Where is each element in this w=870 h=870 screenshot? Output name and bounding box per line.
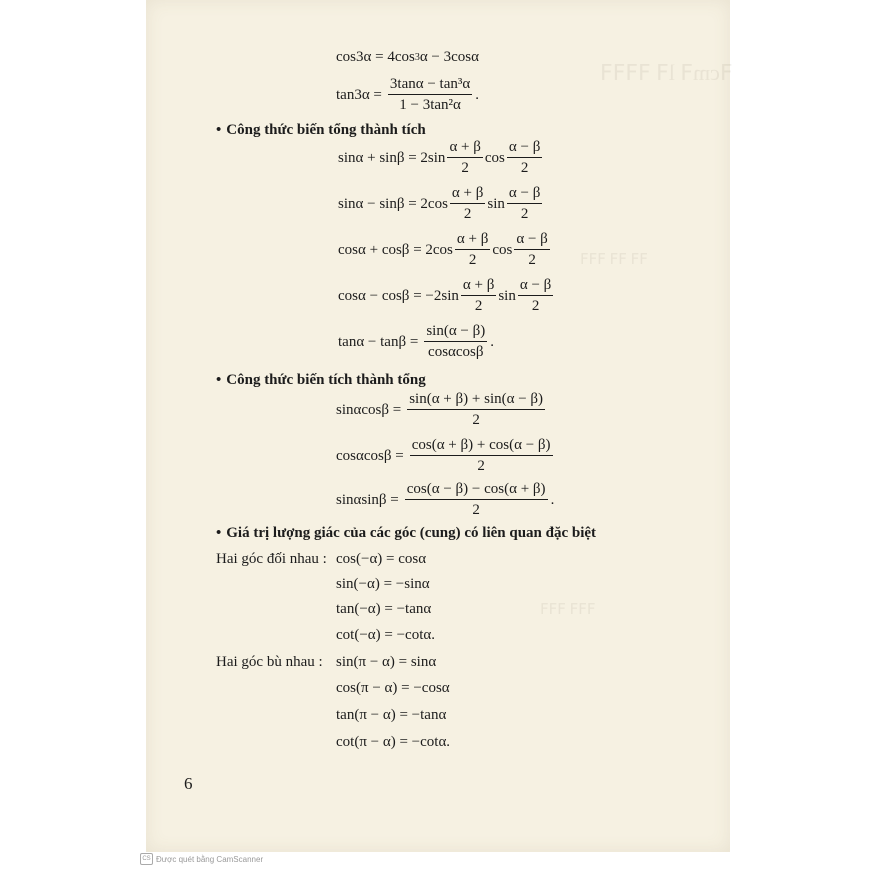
formula-cos-minus-cos: cosα − cosβ = −2sin $\frac{\alpha + \beta}{2}$ sin $\frac{\alpha - \beta}{2}$ xyxy=(338,277,552,314)
section-heading-product-to-sum: • Công thức biến tích thành tổng xyxy=(216,372,426,388)
formula-sin-plus-sin: sinα + sinβ = 2sin $\frac{\alpha + \beta}{2}$ cos $\frac{\alpha - \beta}{2}$ xyxy=(338,139,541,176)
opposite-angle-formula: tan(−α) = −tanα xyxy=(336,601,432,617)
opposite-angles-label: Hai góc đối nhau : xyxy=(216,551,327,567)
formula-tan-minus-tan: tanα − tanβ = $\frac{\sin(\alpha - \beta)}{\cos\alpha\cos\beta}$ . xyxy=(338,323,495,360)
supplementary-angle-formula: cot(π − α) = −cotα. xyxy=(336,734,451,750)
bleed-through-text: ꟻꟻ ꟻꟻ ꟻꟻꟻ xyxy=(580,252,648,268)
formula-sin-sin-product: sinαsinβ = $\frac{\cos(\alpha - \beta) - \cos(\alpha + \beta)}{2}$ . xyxy=(336,481,555,518)
opposite-angle-formula: cos(−α) = cosα xyxy=(336,551,427,567)
bleed-through-text: ꟻcmꟻ lꟻ ꟻꟻꟻꟻ xyxy=(600,60,733,85)
page-number: 6 xyxy=(184,774,193,793)
supplementary-angles-label: Hai góc bù nhau : xyxy=(216,654,323,670)
camscanner-logo-icon: CS xyxy=(140,853,153,865)
section-heading-special-angles: • Giá trị lượng giác của các góc (cung) có liên quan đặc biệt xyxy=(216,525,597,541)
section-heading-sum-to-product: • Công thức biến tổng thành tích xyxy=(216,122,426,138)
opposite-angle-formula: sin(−α) = −sinα xyxy=(336,576,430,592)
formula-sin-minus-sin: sinα − sinβ = 2cos $\frac{\alpha + \beta}{2}$ sin $\frac{\alpha - \beta}{2}$ xyxy=(338,185,541,222)
scanner-footer-text: Được quét bằng CamScanner xyxy=(156,854,264,864)
formula-tan3: tan3α = $\frac{\text{3tanα − tan³α}}{\text{1 − 3tan²α}}$ . xyxy=(336,76,479,113)
scanner-footer xyxy=(140,853,263,865)
supplementary-angle-formula: sin(π − α) = sinα xyxy=(336,654,437,670)
formula-cos-plus-cos: cosα + cosβ = 2cos $\frac{\alpha + \beta}{2}$ cos $\frac{\alpha - \beta}{2}$ xyxy=(338,231,548,268)
formula-cos3: cos3α = 4cos 3 α − 3cosα xyxy=(336,49,479,65)
opposite-angle-formula: cot(−α) = −cotα. xyxy=(336,627,435,643)
formula-cos-cos-product: cosαcosβ = $\frac{\cos(\alpha + \beta) + \cos(\alpha - \beta)}{2}$ xyxy=(336,437,551,474)
formula-sin-cos-product: sinαcosβ = $\frac{\sin(\alpha + \beta) + \sin(\alpha - \beta)}{2}$ xyxy=(336,391,544,428)
supplementary-angle-formula: cos(π − α) = −cosα xyxy=(336,680,450,696)
supplementary-angle-formula: tan(π − α) = −tanα xyxy=(336,707,447,723)
bleed-through-text: ꟻꟻꟻ ꟻꟻꟻ xyxy=(540,602,596,618)
